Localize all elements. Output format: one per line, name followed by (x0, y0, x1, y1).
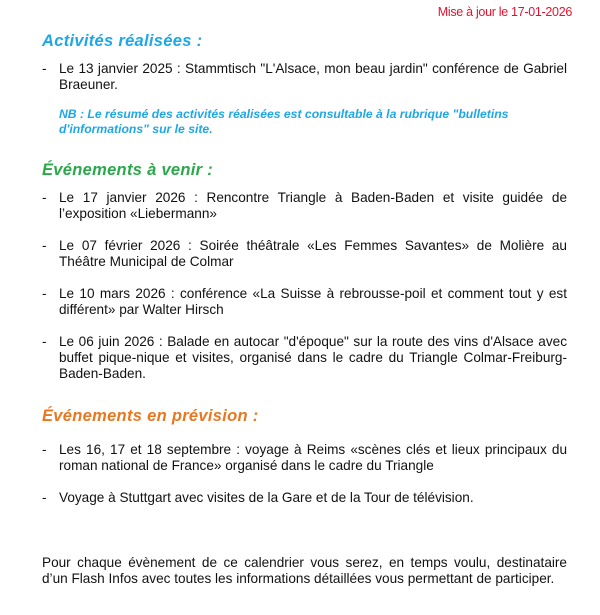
bullet: - (42, 238, 47, 253)
list-item: - Le 06 juin 2026 : Balade en autocar "d'époque" sur la route des vins d'Alsace avec buffet pique-nique et visites, organisé dans le cadre du Triangle Colmar-Freiburg-Baden-Baden. (42, 334, 567, 381)
bullet: - (42, 61, 47, 76)
list-item: - Le 17 janvier 2026 : Rencontre Triangle à Baden-Baden et visite guidée de l’exposition «Liebermann» (42, 190, 567, 221)
list-item: - Les 16, 17 et 18 septembre : voyage à Reims «scènes clés et lieux principaux du roman national de France» organisé dans le cadre du Triangle (42, 442, 567, 473)
heading-planned-events: Événements en prévision : (42, 407, 259, 425)
list-item: - Le 07 février 2026 : Soirée théâtrale «Les Femmes Savantes» de Molière au Théâtre Municipal de Colmar (42, 238, 567, 269)
note: NB : Le résumé des activités réalisées est consultable à la rubrique "bulletins d'informations" sur le site. (59, 107, 509, 136)
bullet: - (42, 490, 47, 505)
bullet: - (42, 286, 47, 301)
bullet: - (42, 334, 47, 349)
heading-activities-done: Activités réalisées : (42, 32, 203, 50)
bullet: - (42, 190, 47, 205)
bullet: - (42, 442, 47, 457)
list-item: - Le 10 mars 2026 : conférence «La Suisse à rebrousse-poil et comment tout y est différent» par Walter Hirsch (42, 286, 567, 317)
update-date: Mise à jour le 17-01-2026 (437, 5, 572, 19)
list-item: - Le 13 janvier 2025 : Stammtisch "L'Alsace, mon beau jardin" conférence de Gabriel Braeuner. (42, 61, 567, 92)
footer-paragraph: Pour chaque évènement de ce calendrier vous serez, en temps voulu, destinataire d’un Flash Infos avec toutes les informations détaillées vous permettant de participer. (42, 555, 567, 586)
heading-upcoming-events: Événements à venir : (42, 161, 214, 179)
list-item: - Voyage à Stuttgart avec visites de la Gare et de la Tour de télévision. (42, 490, 474, 505)
